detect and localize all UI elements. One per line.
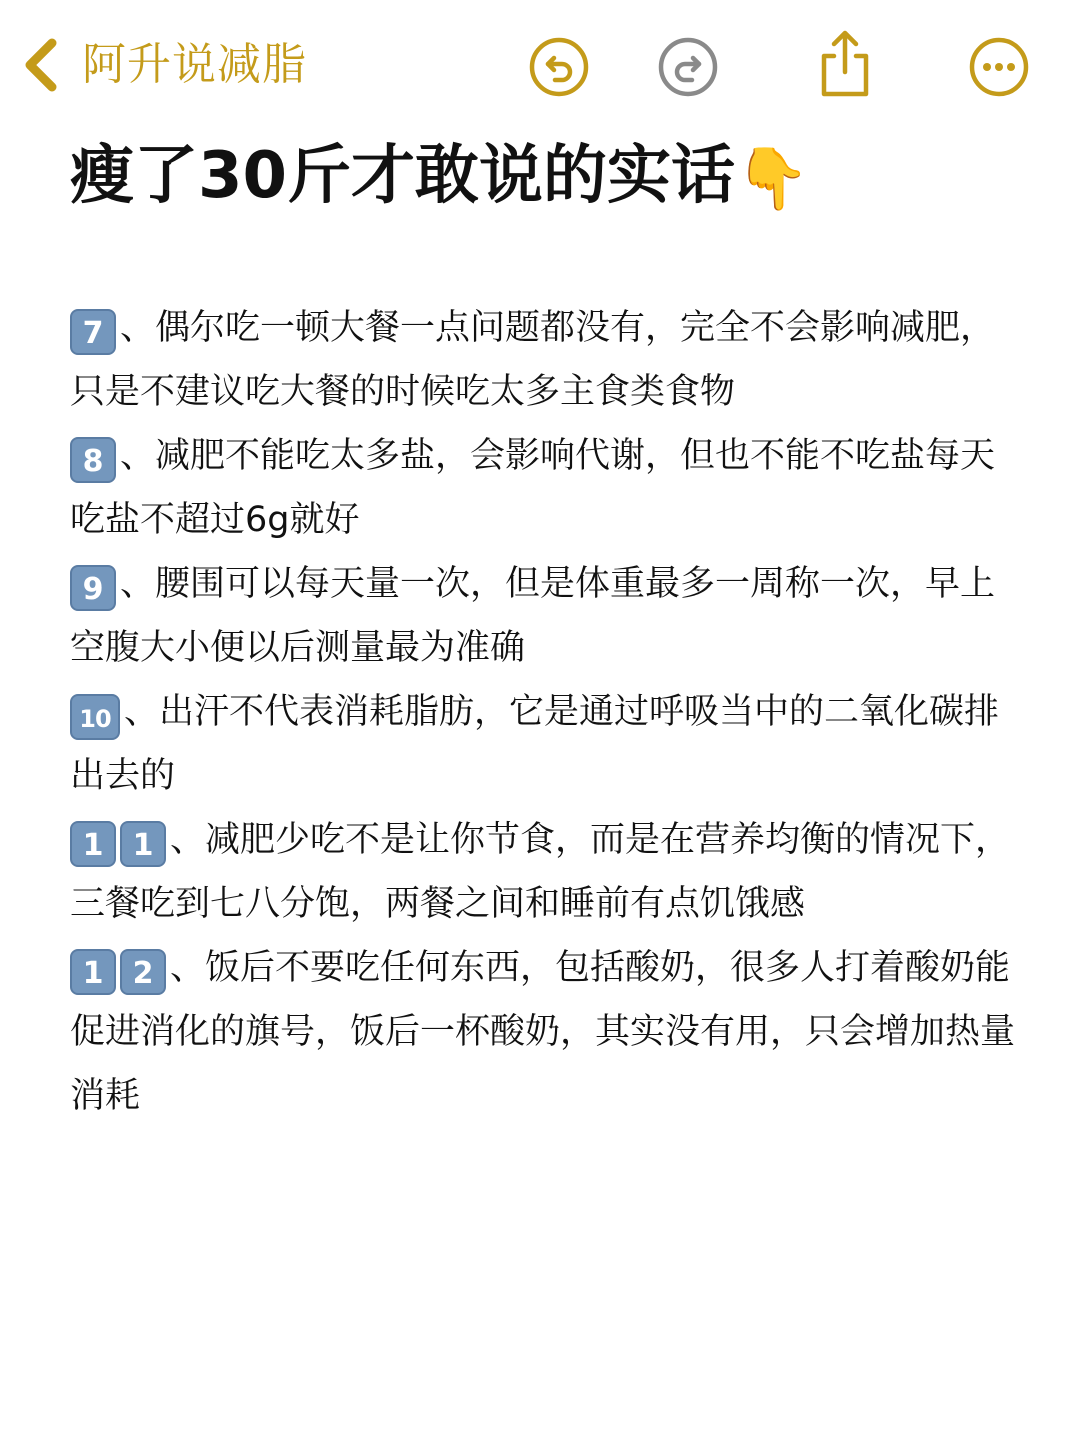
list-item xyxy=(70,552,1020,680)
keycap-number: 8 xyxy=(70,437,116,483)
keycap-number: 2 xyxy=(120,949,166,995)
keycap-number: 1 xyxy=(70,949,116,995)
back-label: 阿升说减脂 xyxy=(82,39,307,90)
undo-button[interactable] xyxy=(528,36,590,98)
item-text: 、饭后不要吃任何东西，包括酸奶，很多人打着酸奶能促进消化的旗号，饭后一杯酸奶，其实没有用，只会增加热量消耗 xyxy=(70,948,1016,1116)
keycap-number: 10 xyxy=(70,694,120,740)
redo-icon xyxy=(657,36,719,98)
redo-button[interactable] xyxy=(657,36,719,98)
keycap-number: 9 xyxy=(70,565,116,611)
item-text: 、出汗不代表消耗脂肪，它是通过呼吸当中的二氧化碳排出去的 xyxy=(70,692,1000,796)
item-text: 、腰围可以每天量一次，但是体重最多一周称一次，早上空腹大小便以后测量最为准确 xyxy=(70,564,996,668)
share-icon xyxy=(814,28,876,100)
keycap-number: 7 xyxy=(70,309,116,355)
item-text: 、偶尔吃一顿大餐一点问题都没有，完全不会影响减肥，只是不建议吃大餐的时候吃太多主食类食物 xyxy=(70,308,996,412)
keycap-number: 1 xyxy=(70,821,116,867)
item-text: 、减肥少吃不是让你节食，而是在营养均衡的情况下，三餐吃到七八分饱，两餐之间和睡前有点饥饿感 xyxy=(70,820,1011,924)
list-item xyxy=(70,808,1020,936)
share-button[interactable] xyxy=(814,28,876,100)
title-text: 瘦了30斤才敢说的实话 xyxy=(70,139,736,213)
list-item xyxy=(70,424,1020,552)
pointing-down-icon: 👇 xyxy=(735,144,810,215)
list-item xyxy=(70,936,1020,1128)
more-button[interactable] xyxy=(968,36,1030,98)
chevron-left-icon xyxy=(18,35,62,95)
back-button[interactable] xyxy=(18,30,307,100)
note-title xyxy=(70,136,810,219)
keycap-number: 1 xyxy=(120,821,166,867)
list-item xyxy=(70,680,1020,808)
undo-icon xyxy=(528,36,590,98)
navigation-bar xyxy=(0,0,1080,130)
note-body xyxy=(70,296,1020,1128)
item-text: 、减肥不能吃太多盐，会影响代谢，但也不能不吃盐每天吃盐不超过6g就好 xyxy=(70,436,996,540)
more-icon xyxy=(968,36,1030,98)
list-item xyxy=(70,296,1020,424)
